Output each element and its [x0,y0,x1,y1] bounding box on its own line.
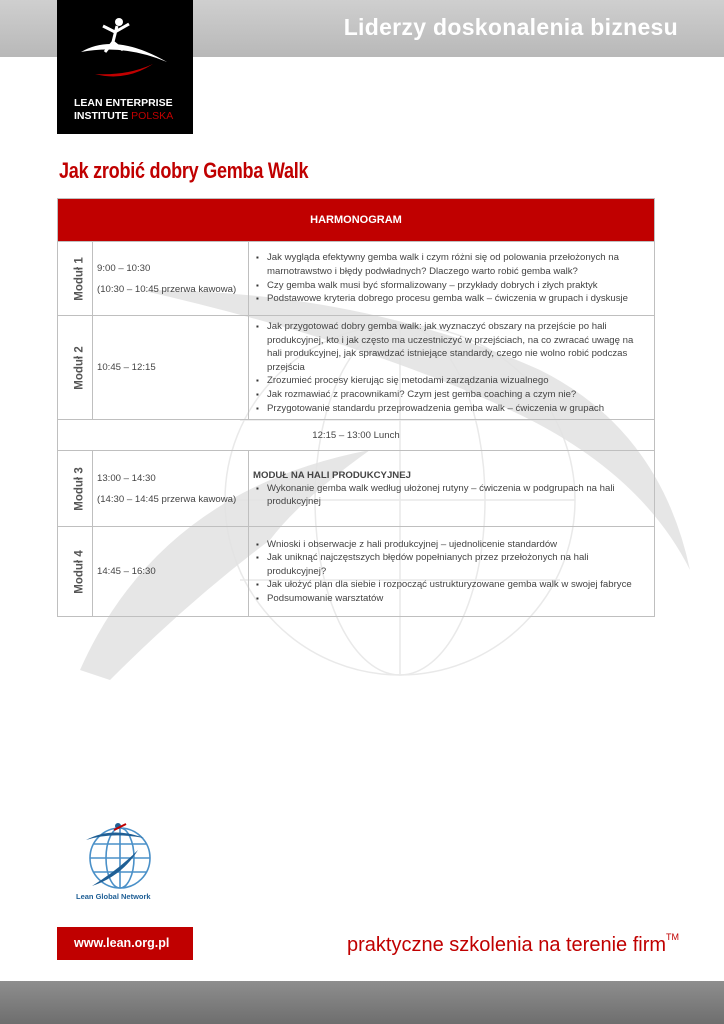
module-time: 14:45 – 16:30 [97,566,156,578]
list-item: ▪ Podstawowe kryteria dobrego procesu gemba walk – ćwiczenia w grupach i dyskusje [267,292,650,306]
logo-polska: POLSKA [131,110,174,122]
list-item: ▪ Jak rozmawiać z pracownikami? Czym jest gemba coaching a czym nie? [267,388,650,402]
logo-line2: INSTITUTE [74,110,129,122]
header-title: Liderzy doskonalenia biznesu [343,14,678,40]
list-item: ▪ Jak uniknąć najczęstszych błędów popełnianych przez przełożonych na hali produkcyjnej? [267,551,650,578]
content-cell [249,451,655,527]
runner-figure-icon [75,12,175,92]
module-break: (10:30 – 10:45 przerwa kawowa) [97,283,237,295]
list-item: ▪ Zrozumieć procesy kierując się metodami zarządzania wizualnego [267,374,650,388]
time-cell [93,316,249,420]
module-label-cell [58,316,93,420]
time-cell [93,527,249,617]
module-label-cell [58,451,93,527]
tagline [347,934,679,957]
table-row-module-2 [58,316,655,420]
website-url[interactable]: www.lean.org.pl [74,936,170,950]
lunch-cell: 12:15 – 13:00 Lunch [58,420,655,451]
list-item: ▪ Wykonanie gemba walk według ułożonej rutyny – ćwiczenia w podgrupach na hali produkcyjnej [267,482,650,509]
module-label-cell [58,527,93,617]
url-box [57,927,193,960]
list-item: ▪ Czy gemba walk musi być sformalizowany – przykłady dobrych i złych praktyk [267,279,650,293]
list-item: ▪ Jak wygląda efektywny gemba walk i czym różni się od polowania przełożonych na marnotrawstwo i błędy podwładnych? Dlaczego warto robić gemba walk? [267,251,650,278]
content-cell [249,527,655,617]
module-subheading: MODUŁ NA HALI PRODUKCYJNEJ [253,469,411,481]
list-item: ▪ Podsumowanie warsztatów [267,592,650,606]
module-label: Moduł 1 [73,256,86,301]
tagline-text: praktyczne szkolenia na terenie firm [347,934,667,956]
time-cell [93,451,249,527]
module-label: Moduł 3 [73,466,86,511]
schedule-table [57,198,655,617]
list-item: ▪ Przygotowanie standardu przeprowadzenia gemba walk – ćwiczenia w grupach [267,402,650,416]
content-cell [249,242,655,316]
content-cell [249,316,655,420]
footer-band [0,981,724,1024]
module-label: Moduł 4 [73,549,86,594]
lei-logo [57,0,193,134]
network-label: Lean Global Network [76,892,151,901]
trademark-mark: TM [666,932,680,942]
list-item: ▪ Jak ułożyć plan dla siebie i rozpocząć ustrukturyzowane gemba walk w swojej fabryce [267,578,650,592]
table-row-module-1 [58,242,655,316]
module-time: 10:45 – 12:15 [97,362,156,374]
module-time: 9:00 – 10:30 [97,262,151,274]
module-label-cell [58,242,93,316]
list-item: ▪ Jak przygotować dobry gemba walk: jak wyznaczyć obszary na przejście po hali produkcyjnej, kto i jak często ma uczestniczyć w przejściach, na co zwracać uwagę na hali produkcyjnej, jak sprawdzać istniejące standardy, czego nie wolno robić podczas przejścia [267,320,650,374]
doc-title: Jak zrobić dobry Gemba Walk [59,158,309,183]
list-item: ▪ Wnioski i obserwacje z hali produkcyjnej – ujednolicenie standardów [267,538,650,552]
module-label: Moduł 2 [73,345,86,390]
schedule-header: HARMONOGRAM [58,199,655,242]
table-row-module-3 [58,451,655,527]
table-row-module-4 [58,527,655,617]
time-cell [93,242,249,316]
module-time: 13:00 – 14:30 [97,472,156,484]
module-break: (14:30 – 14:45 przerwa kawowa) [97,493,237,505]
table-row-lunch [58,420,655,451]
logo-line1: LEAN ENTERPRISE [74,97,173,109]
globe-logo-icon [78,820,162,892]
logo-text [74,97,173,123]
